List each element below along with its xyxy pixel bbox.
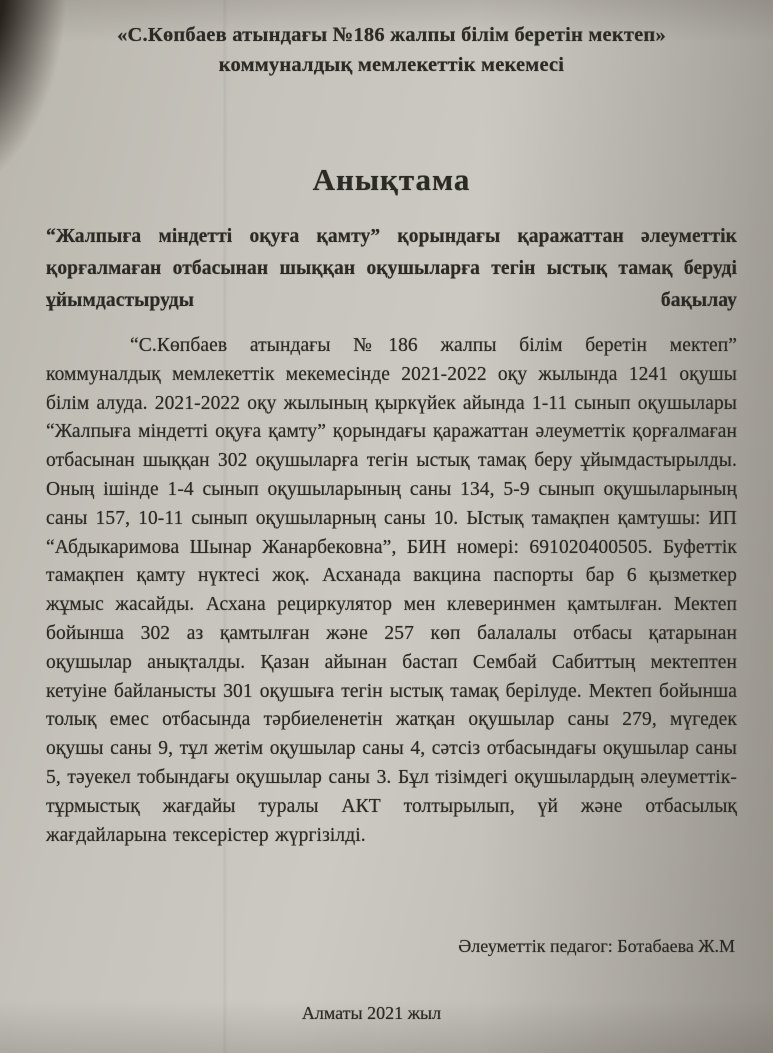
org-name-header: «С.Көпбаев атындағы №186 жалпы білім беретін мектеп» коммуналдық мемлекеттік мекемесі xyxy=(117,24,666,76)
document-title: Анықтама xyxy=(312,162,471,197)
signature-line: Әлеуметтік педагог: Ботабаева Ж.М xyxy=(458,936,735,956)
body-paragraph: “С.Көпбаев атындағы №186 жалпы білім беретін мектеп” коммуналдық мемлекеттік мекемесінде 2021-2022 оқу жылында 1241 оқушы білім алуда. 2021-2022 оқу жылының қыркүйек айында 1-11 сынып оқушылары “Жалпыға міндетті оқуға қамту” қорындағы қаражаттан әлеуметтік қорғалмаған отбасынан шыққан 302 оқушыларға тегін ыстық тамақ беру ұйымдастырылды. Оның ішінде 1-4 сынып оқушыларының саны 134, 5-9 сынып оқушыларының саны 157, 10-11 сынып оқушыларның саны 10. Ыстық тамақпен қамтушы: ИП “Абдыкаримова Шынар Жанарбековна”, БИН номері: 691020400505. Буфеттік тамақпен қамту нүктесі жоқ. Асханада вакцина паспорты бар 6 қызметкер жұмыс жасайды. Асхана рециркулятор мен клеверинмен қамтылған. Мектеп бойынша 302 аз қамтылған және 257 көп балалалы отбасы қатарынан оқушылар анықталды. Қазан айынан бастап Сембай Сабиттың мектептен кетуіне байланысты 301 оқушыға тегін ыстық тамақ берілуде. Мектеп бойынша толық емес отбасында тәрбиеленетін жатқан оқушылар саны 279, мүгедек оқушы саны 9, тұл жетім оқушылар саны 4, сәтсіз отбасындағы оқушылар саны 5, тәуекел тобындағы оқушылар саны 3. Бұл тізімдегі оқушылардың әлеуметтік-тұрмыстық жағдайы туралы АКТ толтырылып, үй және отбасылық жағдайларына тексерістер жүргізілді. xyxy=(46,335,737,846)
document-subtitle: “Жалпыға міндетті оқуға қамту” қорындағы қаражаттан әлеуметтік қорғалмаған отбасынан шыққан оқушыларға тегін ыстық тамақ беруді ұйымдастыруды бақылау xyxy=(46,226,737,311)
place-year-footer: Алматы 2021 жыл xyxy=(301,1003,442,1023)
